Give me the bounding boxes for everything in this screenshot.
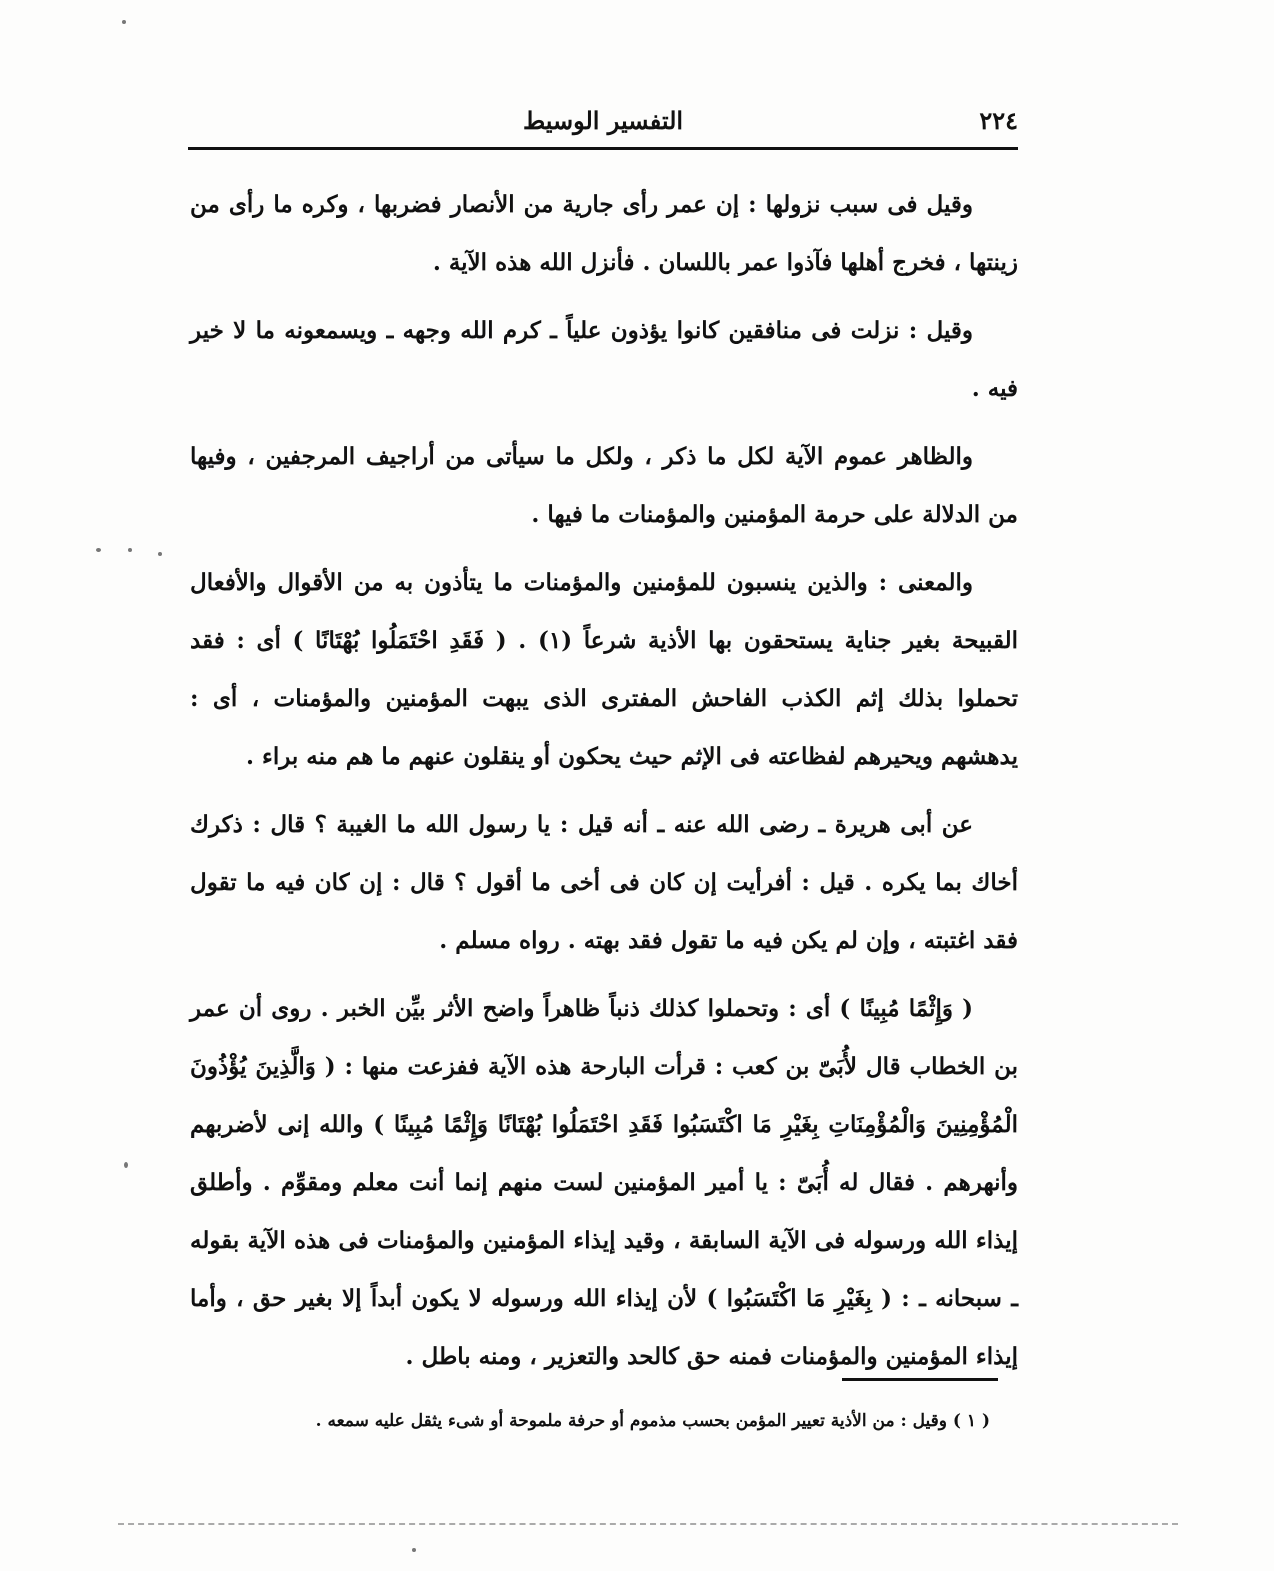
scan-speck <box>122 20 126 24</box>
scan-edge-line <box>118 1523 1178 1525</box>
paragraph-hadith: عن أبى هريرة ـ رضى الله عنه ـ أنه قيل : يا رسول الله ما الغيبة ؟ قال : ذكرك أخاك بما يكره . قيل : أفرأيت إن كان فى أخى ما أقول ؟ قال : إن كان فيه ما تقول فقد اغتبته ، وإن لم يكن فيه ما تقول فقد بهته . رواه مسلم . <box>190 811 1018 954</box>
paragraph-manifest-sin: ( وَإِثْمًا مُبِينًا ) أى : وتحملوا كذلك ذنباً ظاهراً واضح الأثر بيِّن الخبر . روى أن عمر بن الخطاب قال لأُبَىّ بن كعب : قرأت البارحة هذه الآية ففزعت منها : ( وَالَّذِينَ يُؤْذُونَ الْمُؤْمِنِينَ وَالْمُؤْمِنَاتِ بِغَيْرِ مَا اكْتَسَبُوا فَقَدِ احْتَمَلُوا بُهْتَانًا وَإِثْمًا مُبِينًا ) والله إنى لأضربهم وأنهرهم . فقال له أُبَىّ : يا أمير المؤمنين لست منهم إنما أنت معلم ومقوِّم . وأطلق إيذاء الله ورسوله فى الآية السابقة ، وقيد إيذاء المؤمنين والمؤمنات فى هذه الآية بقوله ـ سبحانه ـ : ( بِغَيْرِ مَا اكْتَسَبُوا ) لأن إيذاء الله ورسوله لا يكون أبداً إلا بغير حق ، وأما إيذاء المؤمنين والمؤمنات فمنه حق كالحد والتعزير ، ومنه باطل . <box>190 995 1018 1370</box>
paragraph-general-meaning: والظاهر عموم الآية لكل ما ذكر ، ولكل ما سيأتى من أراجيف المرجفين ، وفيها من الدلالة على حرمة المؤمنين والمؤمنات ما فيها . <box>190 443 1018 528</box>
scan-speck <box>124 1162 128 1168</box>
scan-speck <box>412 1548 416 1552</box>
page-header <box>188 98 1018 148</box>
page-number: ٢٢٤ <box>979 106 1018 135</box>
body-text <box>190 176 1018 1396</box>
footnote: ( ١ ) وقيل : من الأذية تعيير المؤمن بحسب مذموم أو حرفة ملموحة أو شىء يثقل عليه سمعه . <box>315 1411 990 1431</box>
scan-speck <box>96 548 101 552</box>
paragraph-meaning: والمعنى : والذين ينسبون للمؤمنين والمؤمنات ما يتأذون به من الأقوال والأفعال القبيحة بغير جناية يستحقون بها الأذية شرعاً (١) . ( فَقَدِ احْتَمَلُوا بُهْتَانًا ) أى : فقد تحملوا بذلك إثم الكذب الفاحش المفترى الذى يبهت المؤمنين والمؤمنات ، أى : يدهشهم ويحيرهم لفظاعته فى الإثم حيث يحكون أو ينقلون عنهم ما هم منه براء . <box>190 569 1018 770</box>
running-title: التفسير الوسيط <box>522 106 684 135</box>
scan-speck <box>158 552 162 556</box>
footnote-rule <box>842 1378 998 1381</box>
header-rule <box>188 147 1018 150</box>
paragraph-revelation-cause: وقيل فى سبب نزولها : إن عمر رأى جارية من الأنصار فضربها ، وكره ما رأى من زينتها ، فخرج أهلها فآذوا عمر باللسان . فأنزل الله هذه الآية . <box>190 191 1018 276</box>
paragraph-hypocrites: وقيل : نزلت فى منافقين كانوا يؤذون علياً ـ كرم الله وجهه ـ ويسمعونه ما لا خير فيه . <box>190 317 1018 402</box>
scan-speck <box>128 548 132 552</box>
